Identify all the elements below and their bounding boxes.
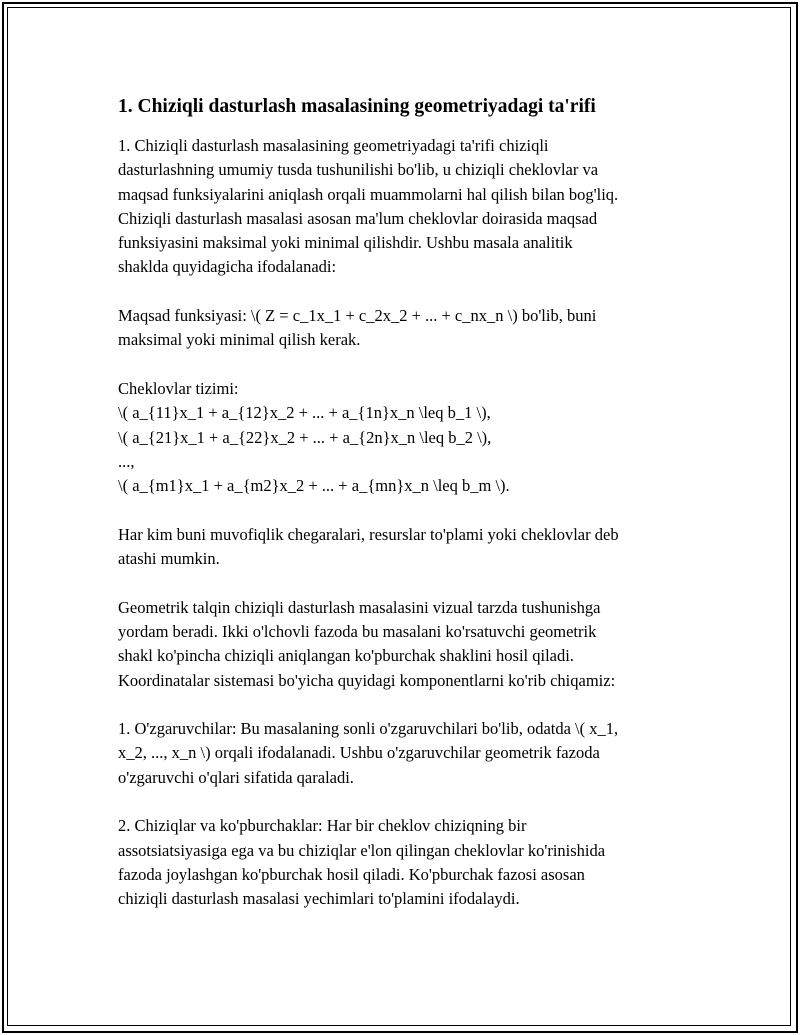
text-line: maksimal yoki minimal qilish kerak. [118, 330, 361, 350]
text-line: shakl ko'pincha chiziqli aniqlangan ko'pburchak shaklini hosil qiladi. [118, 646, 574, 666]
text-line: maqsad funksiyalarini aniqlash orqali muammolarni hal qilish bilan bog'liq. [118, 184, 619, 204]
text-line: yordam beradi. Ikki o'lchovli fazoda bu masalani ko'rsatuvchi geometrik [118, 621, 597, 641]
formula-line: \( a_{21}x_1 + a_{22}x_2 + ... + a_{2n}x_n \leq b_2 \), [118, 427, 492, 447]
text-line: Chiziqli dasturlash masalasi asosan ma'lum cheklovlar doirasida maqsad [118, 208, 598, 228]
text-line: 1. Chiziqli dasturlash masalasining geometriyadagi ta'rifi chiziqli [118, 136, 549, 155]
text-line: x_2, ..., x_n \) orqali ifodalanadi. Ushbu o'zgaruvchilar geometrik fazoda [118, 743, 600, 763]
text-line: Cheklovlar tizimi: [118, 378, 239, 398]
paragraph-lines-polygons [118, 814, 688, 911]
text-line: chiziqli dasturlash masalasi yechimlari to'plamini ifodalaydi. [118, 889, 520, 909]
text-line: 1. O'zgaruvchilar: Bu masalaning sonli o'zgaruvchilari bo'lib, odatda \( x_1, [118, 719, 619, 739]
text-line: Geometrik talqin chiziqli dasturlash masalasini vizual tarzda tushunishga [118, 597, 601, 617]
paragraph-feasibility [118, 523, 688, 572]
text-line: Maqsad funksiyasi: \( Z = c_1x_1 + c_2x_2 + ... + c_nx_n \) bo'lib, buni [118, 306, 597, 326]
text-line: dasturlashning umumiy tusda tushunilishi bo'lib, u chiziqli cheklovlar va [118, 160, 599, 180]
document-title: 1. Chiziqli dasturlash masalasining geometriyadagi ta'rifi [118, 96, 596, 117]
paragraph-intro [118, 134, 688, 280]
text-line: assotsiatsiyasiga ega va bu chiziqlar e'lon qilingan cheklovlar ko'rinishida [118, 840, 606, 860]
text-line: shaklda quyidagicha ifodalanadi: [118, 257, 337, 277]
text-line: 2. Chiziqlar va ko'pburchaklar: Har bir cheklov chiziqning bir [118, 816, 527, 836]
text-line: funksiyasini maksimal yoki minimal qilishdir. Ushbu masala analitik [118, 233, 573, 253]
text-line: atashi mumkin. [118, 549, 220, 569]
formula-line: \( a_{m1}x_1 + a_{m2}x_2 + ... + a_{mn}x_n \leq b_m \). [118, 476, 510, 496]
text-line: Koordinatalar sistemasi bo'yicha quyidagi komponentlarni ko'rib chiqamiz: [118, 670, 616, 690]
text-line: Har kim buni muvofiqlik chegaralari, resurslar to'plami yoki cheklovlar deb [118, 524, 619, 544]
paragraph-geometric-interpretation [118, 596, 688, 693]
text-line: o'zgaruvchi o'qlari sifatida qaraladi. [118, 767, 354, 787]
paragraph-constraints [118, 377, 688, 498]
document-body [118, 92, 688, 936]
text-line: fazoda joylashgan ko'pburchak hosil qiladi. Ko'pburchak fazosi asosan [118, 864, 585, 884]
paragraph-variables [118, 717, 688, 790]
formula-line: ..., [118, 451, 135, 471]
paragraph-objective-function [118, 304, 688, 353]
formula-line: \( a_{11}x_1 + a_{12}x_2 + ... + a_{1n}x_n \leq b_1 \), [118, 403, 491, 423]
